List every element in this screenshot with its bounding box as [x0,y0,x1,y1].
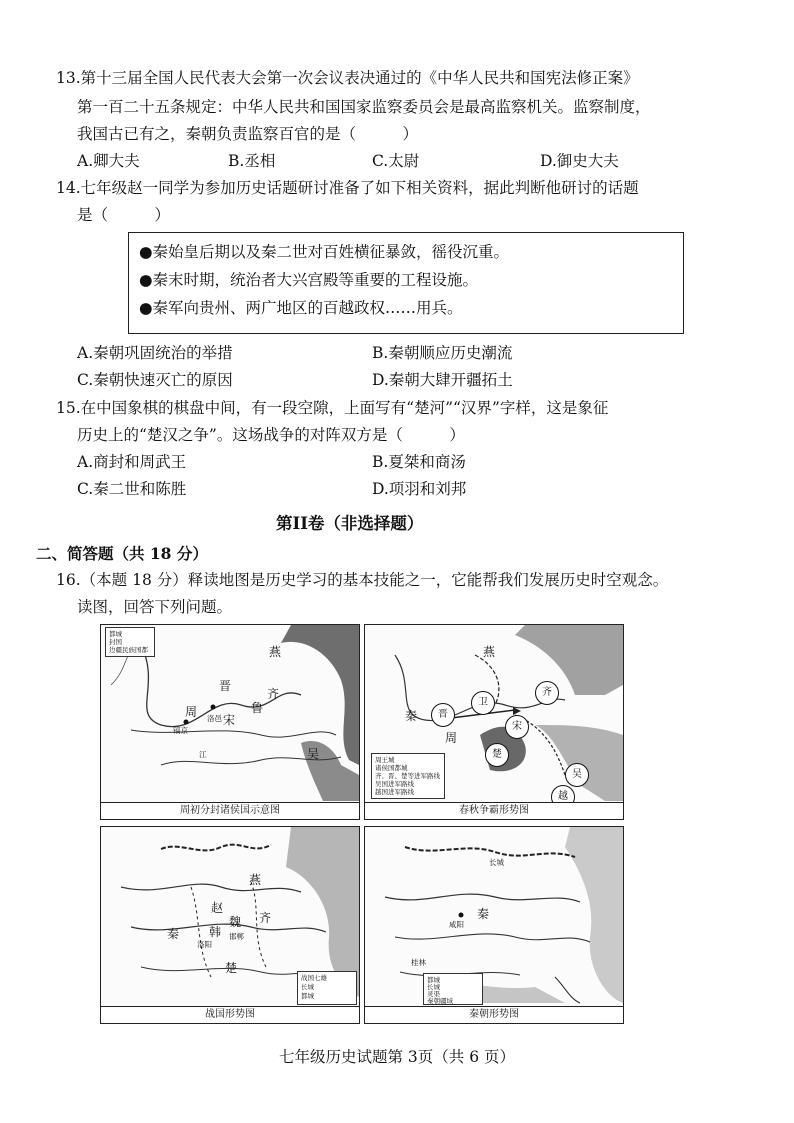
label-wei-3: 魏 [229,915,242,929]
label-qin-4: 秦 [477,907,490,921]
q16-line-1: 16.（本题 18 分）释读地图是历史学习的基本技能之一，它能帮我们发展历史时空观念。 [56,571,669,589]
q13-line-3: 我国古已有之，秦朝负责监察百官的是（ ） [77,125,419,143]
map-zhou-fiefs-legend [105,627,155,657]
label-changcheng-4: 长城 [489,858,504,867]
legend-zhou-city: 周王城 [375,756,395,764]
map-spring-autumn [364,624,624,820]
legend-capital-3: 都城 [301,992,314,1000]
q14-option-a[interactable]: A.秦朝巩固统治的举措 [77,344,233,362]
label-luoyang-3: 洛阳 [197,940,212,949]
q13-option-d[interactable]: D.御史大夫 [540,152,619,170]
q13-option-c[interactable]: C.太尉 [372,152,420,170]
q15-option-b[interactable]: B.夏桀和商汤 [372,453,466,471]
q13-line-2: 第一百二十五条规定：中华人民共和国国家监察委员会是最高监察机关。监察制度， [77,98,651,116]
q16-line-2: 读图，回答下列问题。 [77,598,233,616]
label-han-3: 韩 [209,925,222,939]
q13-line-1: 13.第十三届全国人民代表大会第一次会议表决通过的《中华人民共和国宪法修正案》 [56,69,639,87]
map-warring-states [100,826,360,1024]
q13-option-a[interactable]: A.卿大夫 [77,152,140,170]
label-qi-2: 齐 [535,681,559,705]
label-yan: 燕 [269,645,282,659]
legend-capital-4: 都城 [427,976,440,984]
label-qi: 齐 [267,687,280,701]
label-wu-2: 吴 [565,763,589,787]
legend-lingqu: 灵渠 [427,990,440,998]
legend-great-wall-4: 长城 [427,983,440,991]
q14-option-d[interactable]: D.秦朝大肆开疆拓土 [372,371,513,389]
legend-state-capital: 诸侯国都城 [375,764,408,772]
q14-line-1: 14.七年级赵一同学为参加历史话题研讨准备了如下相关资料，据此判断他研讨的话题 [56,179,639,197]
q15-line-2: 历史上的“楚汉之争”。这场战争的对阵双方是（ ） [77,426,465,444]
section2-title: 二、简答题（共 18 分） [36,544,208,563]
label-handan-3: 邯郸 [229,932,244,941]
q14-material-1: ●秦始皇后期以及秦二世对百姓横征暴敛，徭役沉重。 [139,243,510,261]
label-wei-2: 卫 [471,691,495,715]
label-song-2: 宋 [505,715,529,739]
legend-qin-territory: 秦朝疆域 [427,997,453,1005]
label-yan-3: 燕 [249,873,262,887]
label-qin-2: 秦 [405,709,418,723]
map-warring-states-legend [297,971,357,1005]
part2-title: 第II卷（非选择题） [276,514,424,533]
map-zhou-fiefs-caption: 周初分封诸侯国示意图 [101,802,359,819]
legend-yue-route: 越国进军路线 [375,788,414,796]
label-wu: 吴 [307,747,320,761]
label-qin-3: 秦 [167,927,180,941]
label-xianyang-4: 咸阳 [449,920,464,929]
label-jiang: 江 [199,750,207,759]
legend-fief: 封国 [109,638,122,646]
label-zhao-3: 赵 [211,901,224,915]
legend-great-wall: 长城 [301,983,314,991]
q15-option-c[interactable]: C.秦二世和陈胜 [77,480,187,498]
map-spring-autumn-legend [371,753,445,799]
map-qin-dynasty-caption: 秦朝形势图 [365,1006,623,1023]
page-footer: 七年级历史试题第 3页（共 6 页） [278,1048,515,1066]
label-zhou: 周 [185,705,198,719]
legend-wu-route: 吴国进军路线 [375,780,414,788]
map-warring-states-caption: 战国形势图 [101,1006,359,1023]
q14-material-2: ●秦末时期，统治者大兴宫殿等重要的工程设施。 [139,271,479,289]
q13-option-b[interactable]: B.丞相 [228,152,276,170]
label-chu-2: 楚 [485,743,509,767]
map-zhou-fiefs [100,624,360,820]
q14-option-c[interactable]: C.秦朝快速灭亡的原因 [77,371,233,389]
q15-option-d[interactable]: D.项羽和刘邦 [372,480,467,498]
label-zhou-2: 周 [445,731,458,745]
legend-border-capital: 边疆民族国都 [109,646,148,654]
label-qi-3: 齐 [259,911,272,925]
q14-material-3: ●秦军向贵州、两广地区的百越政权……用兵。 [139,299,463,317]
map-qin-dynasty-legend [423,973,483,1005]
legend-capital: 都城 [109,630,122,638]
q15-option-a[interactable]: A.商封和周武王 [77,453,187,471]
legend-seven-states: 战国七雄 [301,974,327,982]
map-qin-dynasty [364,826,624,1024]
q14-line-2: 是（ ） [77,206,171,224]
q15-line-1: 15.在中国象棋的棋盘中间，有一段空隙，上面写有“楚河”“汉界”字样，这是象征 [56,399,609,417]
label-jin: 晋 [219,679,232,693]
legend-march-route: 齐、晋、楚等进军路线 [375,772,440,780]
label-haojing: 镐京 [173,726,188,735]
label-lu: 鲁 [251,701,264,715]
label-jin-2: 晋 [431,703,455,727]
label-yan-2: 燕 [483,645,496,659]
label-chu-3: 楚 [225,961,238,975]
map-spring-autumn-caption: 春秋争霸形势图 [365,802,623,819]
label-yue-2: 越 [551,785,575,809]
q14-material-box [128,232,684,334]
label-guilin-4: 桂林 [411,958,426,967]
q14-option-b[interactable]: B.秦朝顺应历史潮流 [372,344,513,362]
label-luoyi: 洛邑 [207,714,222,723]
label-song: 宋 [223,713,236,727]
